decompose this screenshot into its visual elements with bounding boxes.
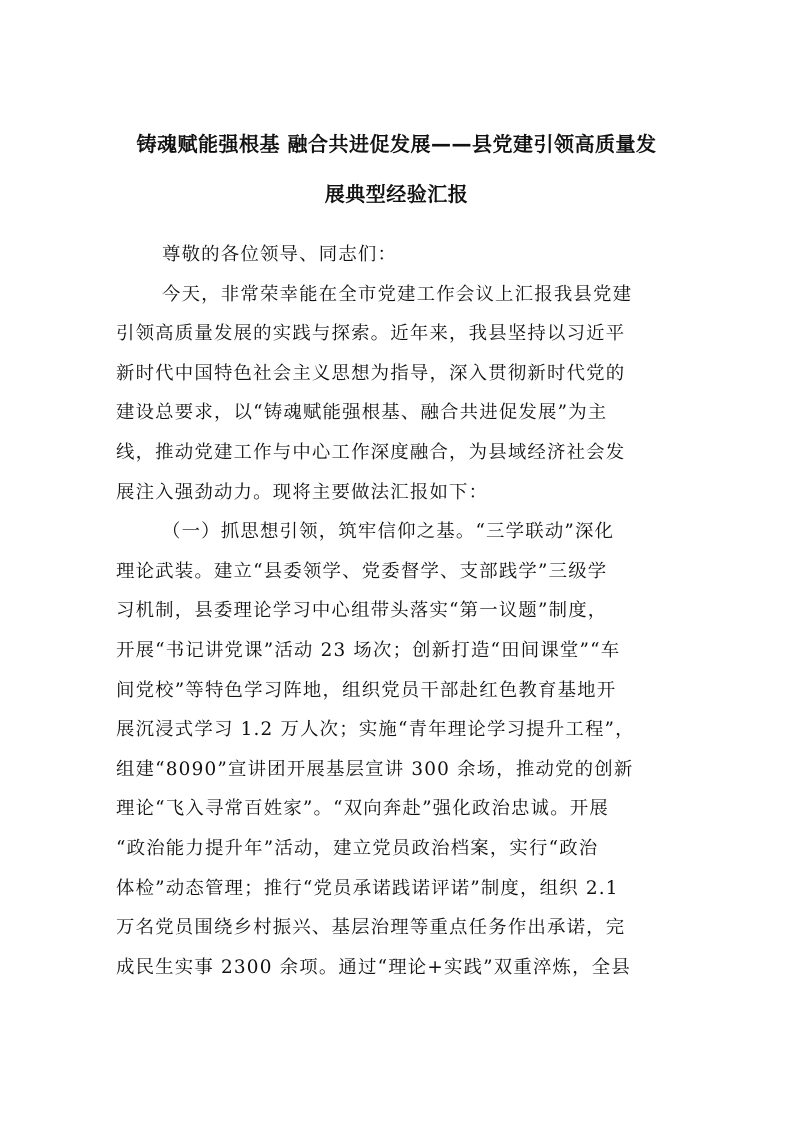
body-line: 成民生实事 2300 余项。通过“理论+实践”双重淬炼，全县 xyxy=(116,956,631,978)
body-line: 开展“书记讲党课”活动 23 场次；创新打造“田间课堂”“车 xyxy=(116,639,621,661)
body-line: 建设总要求，以“铸魂赋能强根基、融合共进促发展”为主 xyxy=(116,402,608,424)
body-line: 线，推动党建工作与中心工作深度融合，为县域经济社会发 xyxy=(116,441,626,463)
document-title-line-1: 铸魂赋能强根基 融合共进促发展——县党建引领高质量发 xyxy=(136,132,657,156)
body-line: 尊敬的各位领导、同志们： xyxy=(162,244,398,265)
body-line: （一）抓思想引领，筑牢信仰之基。“三学联动”深化 xyxy=(162,521,615,543)
body-line: 理论“飞入寻常百姓家”。“双向奔赴”强化政治忠诚。开展 xyxy=(116,798,609,820)
body-line: 体检”动态管理；推行“党员承诺践诺评诺”制度，组织 2.1 xyxy=(116,877,619,899)
document-title-line-2: 展典型经验汇报 xyxy=(324,182,469,206)
body-line: 新时代中国特色社会主义思想为指导，深入贯彻新时代党的 xyxy=(116,362,626,384)
body-line: “政治能力提升年”活动，建立党员政治档案，实行“政治 xyxy=(116,837,599,859)
body-line: 展注入强劲动力。现将主要做法汇报如下： xyxy=(116,481,489,503)
body-line: 万名党员围绕乡村振兴、基层治理等重点任务作出承诺，完 xyxy=(116,917,626,939)
body-line: 引领高质量发展的实践与探索。近年来，我县坚持以习近平 xyxy=(116,323,626,345)
body-line: 习机制，县委理论学习中心组带头落实“第一议题”制度， xyxy=(116,600,608,622)
body-line: 组建“8090”宣讲团开展基层宣讲 300 余场，推动党的创新 xyxy=(116,758,634,780)
body-line: 理论武装。建立“县委领学、党委督学、支部践学”三级学 xyxy=(116,560,608,582)
body-line: 今天，非常荣幸能在全市党建工作会议上汇报我县党建 xyxy=(162,283,633,305)
body-line: 展沉浸式学习 1.2 万人次；实施“青年理论学习提升工程”， xyxy=(116,719,635,741)
document-body xyxy=(116,235,682,987)
body-line: 间党校”等特色学习阵地，组织党员干部赴红色教育基地开 xyxy=(116,679,617,701)
